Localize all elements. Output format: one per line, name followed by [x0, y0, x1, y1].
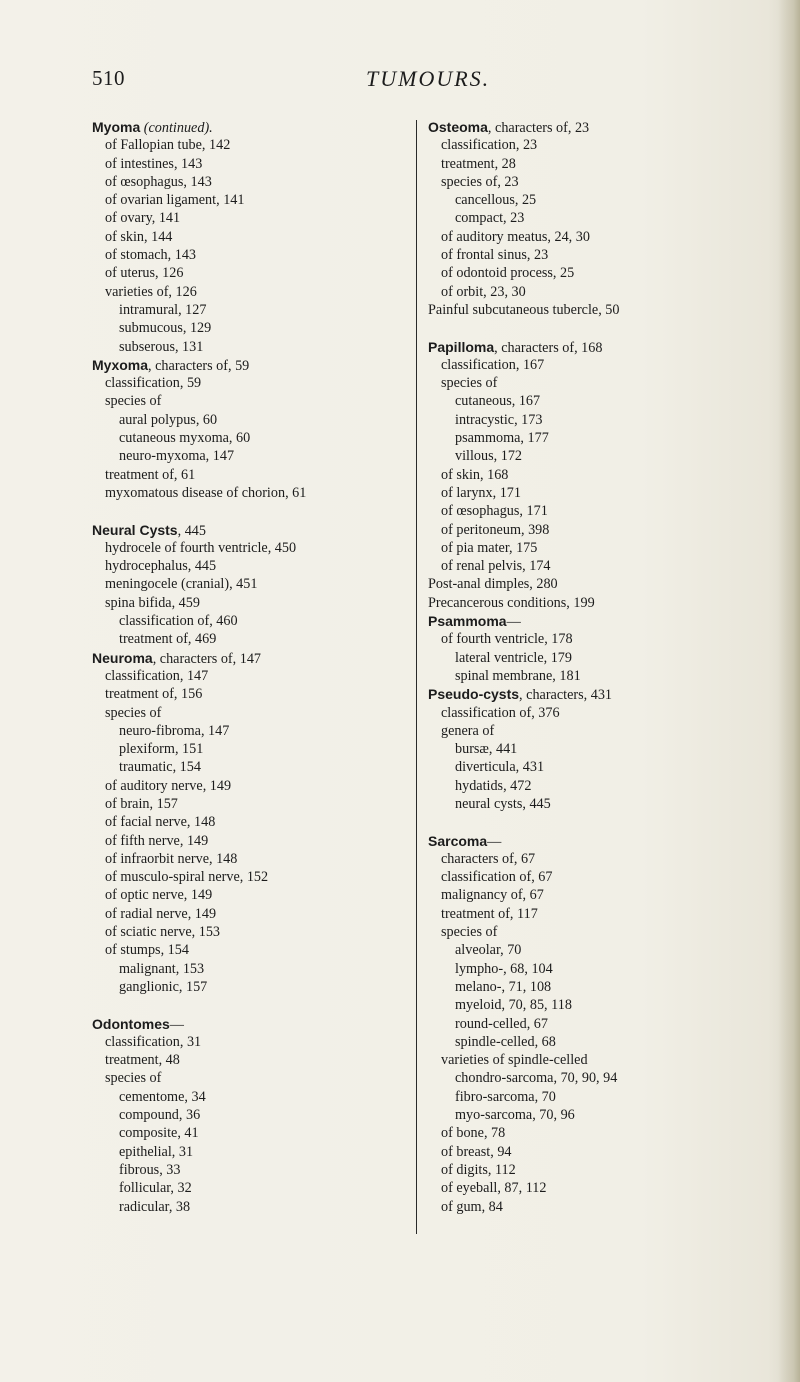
running-title: TUMOURS. [366, 66, 491, 91]
index-entry: of ovary, 141 [105, 210, 181, 227]
index-entry: treatment, 48 [105, 1052, 180, 1069]
index-heading-term: Papilloma [428, 338, 495, 355]
index-entry: varieties of, 126 [105, 283, 197, 300]
index-column-left [92, 118, 402, 1216]
index-entry: treatment of, 117 [441, 905, 538, 922]
page-edge-shading [778, 0, 800, 1382]
index-entry: species of [441, 375, 498, 392]
index-entry: of infraorbit nerve, 148 [105, 850, 238, 867]
index-heading-term: Odontomes [92, 1015, 170, 1032]
index-entry: compound, 36 [119, 1107, 201, 1124]
index-heading [428, 338, 780, 356]
index-heading-term: Pseudo-cysts [428, 686, 520, 703]
index-entry: of radial nerve, 149 [105, 905, 217, 922]
index-entry: treatment, 28 [441, 155, 516, 172]
index-entry: classification of, 376 [441, 704, 560, 721]
index-entry: cutaneous myxoma, 60 [119, 430, 251, 447]
index-entry: of auditory nerve, 149 [105, 777, 232, 794]
index-entry: neural cysts, 445 [455, 795, 551, 812]
index-entry: of ovarian ligament, 141 [105, 192, 245, 209]
index-heading-term: Psammoma [428, 613, 507, 630]
index-entry: follicular, 32 [119, 1180, 192, 1197]
index-heading [92, 1015, 402, 1033]
index-entry: malignancy of, 67 [441, 887, 544, 904]
index-entry: ganglionic, 157 [119, 978, 208, 995]
index-heading-term: Neural Cysts [92, 521, 178, 538]
index-entry: of peritoneum, 398 [441, 521, 550, 538]
index-entry: neuro-myxoma, 147 [119, 448, 235, 465]
index-heading [428, 685, 780, 703]
index-entry: of bone, 78 [441, 1125, 506, 1142]
index-entry: of facial nerve, 148 [105, 814, 216, 831]
index-heading [92, 356, 402, 374]
index-heading-detail: , 445 [177, 522, 206, 539]
index-entry: fibrous, 33 [119, 1161, 181, 1178]
index-entry: neuro-fibroma, 147 [119, 722, 230, 739]
index-heading-term: Myxoma [92, 356, 149, 373]
index-entry: of uterus, 126 [105, 265, 184, 282]
index-entry: of renal pelvis, 174 [441, 558, 551, 575]
index-entry: hydrocele of fourth ventricle, 450 [105, 539, 297, 556]
index-entry: lateral ventricle, 179 [455, 649, 572, 666]
index-heading [428, 832, 780, 850]
index-entry: of optic nerve, 149 [105, 887, 213, 904]
index-entry: species of [105, 704, 162, 721]
index-entry: compact, 23 [455, 210, 525, 227]
index-entry: radicular, 38 [119, 1198, 191, 1215]
index-entry: psammoma, 177 [455, 430, 549, 447]
index-entry: spindle-celled, 68 [455, 1033, 556, 1050]
entry-spacer [428, 813, 780, 831]
index-entry: of digits, 112 [441, 1161, 516, 1178]
index-heading-detail: — [487, 833, 502, 850]
index-heading [428, 118, 780, 136]
index-entry: of gum, 84 [441, 1198, 503, 1215]
index-entry: epithelial, 31 [119, 1143, 194, 1160]
index-entry: intracystic, 173 [455, 411, 543, 428]
index-entry: species of [105, 393, 162, 410]
index-heading-term: Sarcoma [428, 832, 488, 849]
index-entry: chondro-sarcoma, 70, 90, 94 [455, 1070, 618, 1087]
index-entry: plexiform, 151 [119, 741, 204, 758]
index-entry: alveolar, 70 [455, 942, 522, 959]
index-entry: meningocele (cranial), 451 [105, 576, 258, 593]
index-entry: round-celled, 67 [455, 1015, 548, 1032]
entry-spacer [428, 319, 780, 337]
index-heading-term: Osteoma [428, 119, 488, 135]
index-heading [92, 118, 402, 136]
index-heading-detail: , characters, 431 [519, 687, 613, 704]
index-entry: classification, 31 [105, 1033, 202, 1050]
index-entry: cancellous, 25 [455, 192, 537, 209]
index-entry: classification, 167 [441, 356, 545, 373]
index-entry: of eyeball, 87, 112 [441, 1180, 547, 1197]
page-header [0, 66, 800, 96]
index-entry: cutaneous, 167 [455, 393, 541, 410]
entry-spacer [92, 502, 402, 520]
index-entry: species of [441, 924, 498, 941]
index-entry: of pia mater, 175 [441, 539, 538, 556]
index-entry: lympho-, 68, 104 [455, 960, 553, 977]
index-entry: hydrocephalus, 445 [105, 558, 217, 575]
index-entry: genera of [441, 722, 495, 739]
index-entry: myeloid, 70, 85, 118 [455, 997, 572, 1014]
index-entry: malignant, 153 [119, 960, 205, 977]
index-entry: hydatids, 472 [455, 777, 532, 794]
index-entry: of skin, 168 [441, 466, 509, 483]
page-number: 510 [92, 66, 125, 90]
index-entry: varieties of spindle-celled [441, 1052, 588, 1069]
column-divider [416, 120, 417, 1234]
index-entry: of œsophagus, 171 [441, 503, 548, 520]
index-entry: classification of, 67 [441, 869, 553, 886]
index-entry: treatment of, 61 [105, 466, 196, 483]
index-entry: of sciatic nerve, 153 [105, 924, 221, 941]
index-entry: spinal membrane, 181 [455, 667, 581, 684]
index-entry: of musculo-spiral nerve, 152 [105, 869, 269, 886]
index-entry: of brain, 157 [105, 795, 178, 812]
index-heading-detail: , characters of, 59 [148, 357, 250, 374]
index-heading-detail: , characters of, 147 [152, 650, 262, 667]
index-entry: bursæ, 441 [455, 741, 518, 758]
entry-spacer [92, 996, 402, 1014]
index-entry: species of, 23 [441, 173, 519, 190]
index-entry: fibro-sarcoma, 70 [455, 1088, 556, 1105]
index-entry: myxomatous disease of chorion, 61 [105, 484, 307, 501]
index-entry: cementome, 34 [119, 1088, 206, 1105]
index-column-right [428, 118, 780, 1216]
index-entry: submucous, 129 [119, 320, 212, 337]
index-entry: characters of, 67 [441, 850, 536, 867]
index-entry: treatment of, 156 [105, 686, 203, 703]
index-entry: diverticula, 431 [455, 759, 545, 776]
index-entry: of orbit, 23, 30 [441, 283, 526, 300]
index-heading-detail: , characters of, 23 [487, 120, 590, 136]
index-entry: classification, 23 [441, 137, 538, 154]
index-entry: melano-, 71, 108 [455, 978, 552, 995]
index-entry: of fifth nerve, 149 [105, 832, 209, 849]
index-entry: classification of, 460 [119, 613, 238, 630]
index-heading-detail: — [169, 1016, 184, 1033]
index-entry: myo-sarcoma, 70, 96 [455, 1107, 575, 1124]
index-entry: of fourth ventricle, 178 [441, 631, 573, 648]
index-entry: aural polypus, 60 [119, 411, 218, 428]
index-entry: Post-anal dimples, 280 [428, 576, 558, 593]
index-entry: of frontal sinus, 23 [441, 247, 549, 264]
index-entry: intramural, 127 [119, 301, 207, 318]
index-entry: of auditory meatus, 24, 30 [441, 228, 590, 245]
index-entry: traumatic, 154 [119, 759, 201, 776]
index-entry: of odontoid process, 25 [441, 265, 575, 282]
index-entry: of skin, 144 [105, 228, 173, 245]
index-heading-detail: , characters of, 168 [494, 339, 603, 356]
index-entry: of stumps, 154 [105, 942, 189, 959]
index-entry: of œsophagus, 143 [105, 173, 212, 190]
index-entry: of stomach, 143 [105, 247, 197, 264]
index-entry: of breast, 94 [441, 1143, 512, 1160]
index-heading [92, 649, 402, 667]
index-entry: classification, 147 [105, 667, 209, 684]
index-heading [92, 521, 402, 539]
index-entry: of larynx, 171 [441, 484, 521, 501]
index-entry: species of [105, 1070, 162, 1087]
index-entry: composite, 41 [119, 1125, 199, 1142]
index-entry: of intestines, 143 [105, 155, 203, 172]
index-entry: subserous, 131 [119, 338, 204, 355]
index-heading-term: Myoma [92, 119, 141, 135]
index-entry: Painful subcutaneous tubercle, 50 [428, 301, 620, 318]
index-heading [428, 612, 780, 630]
index-entry: spina bifida, 459 [105, 594, 200, 611]
index-heading-detail: — [506, 614, 521, 631]
index-entry: Precancerous conditions, 199 [428, 594, 595, 611]
index-heading-term: Neuroma [92, 649, 153, 666]
index-entry: of Fallopian tube, 142 [105, 137, 231, 154]
index-entry: villous, 172 [455, 448, 523, 465]
index-entry: classification, 59 [105, 375, 202, 392]
index-heading-detail: (continued). [140, 120, 213, 136]
index-entry: treatment of, 469 [119, 631, 217, 648]
